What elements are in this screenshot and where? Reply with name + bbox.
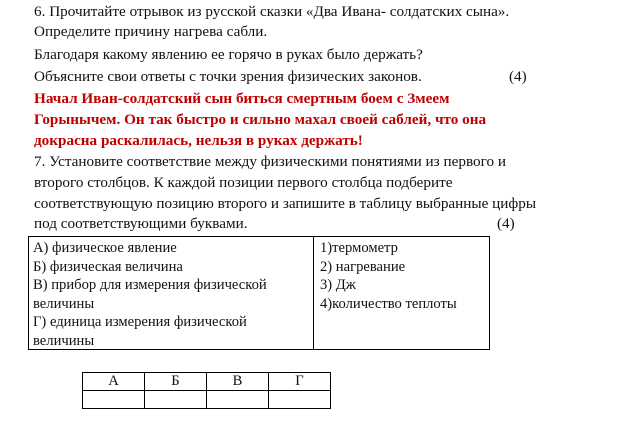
answer-header-cell: Б bbox=[145, 373, 207, 391]
matching-right-item: 2) нагревание bbox=[320, 258, 406, 275]
task6-excerpt-line-2: Горынычем. Он так быстро и сильно махал своей саблей, что она bbox=[34, 111, 487, 128]
matching-left-item: В) прибор для измерения физической величины bbox=[33, 277, 267, 312]
task6-question-line-4: Объясните свои ответы с точки зрения физических законов. bbox=[34, 68, 422, 85]
task6-excerpt-line-3: докрасна раскалилась, нельзя в руках держать! bbox=[34, 132, 363, 149]
answer-header-cell: А bbox=[83, 373, 145, 391]
answer-cell[interactable] bbox=[269, 391, 331, 409]
matching-left-item: Г) единица измерения физической величины bbox=[33, 314, 247, 349]
matching-right-item: 1)термометр bbox=[320, 240, 398, 256]
matching-right-item: 3) Дж bbox=[320, 277, 356, 293]
matching-right-column bbox=[314, 237, 489, 349]
matching-table bbox=[28, 236, 490, 350]
answer-header-cell: В bbox=[207, 373, 269, 391]
answer-table bbox=[82, 372, 331, 409]
task6-points: (4) bbox=[509, 68, 527, 85]
answer-cell[interactable] bbox=[145, 391, 207, 409]
matching-left-item: Б) физическая величина bbox=[33, 258, 183, 275]
answer-header-row bbox=[83, 373, 331, 391]
task6-excerpt-line-1: Начал Иван-солдатский сын биться смертным боем с Змеем bbox=[34, 90, 450, 107]
task6-question-line-1: 6. Прочитайте отрывок из русской сказки «Два Ивана- солдатских сына». bbox=[34, 3, 510, 20]
task6-question-line-2: Определите причину нагрева сабли. bbox=[34, 23, 268, 40]
task7-points: (4) bbox=[497, 215, 515, 232]
answer-header-cell: Г bbox=[269, 373, 331, 391]
task7-question-line-1: 7. Установите соответствие между физическими понятиями из первого и bbox=[34, 153, 506, 170]
task6-question-line-3: Благодаря какому явлению ее горячо в руках было держать? bbox=[34, 46, 423, 63]
answer-cell[interactable] bbox=[207, 391, 269, 409]
answer-input-row bbox=[83, 391, 331, 409]
matching-left-item: А) физическое явление bbox=[33, 240, 177, 256]
matching-right-item: 4)количество теплоты bbox=[320, 295, 457, 312]
matching-left-column bbox=[29, 237, 314, 349]
answer-cell[interactable] bbox=[83, 391, 145, 409]
task7-question-line-4: под соответствующими буквами. bbox=[34, 215, 248, 232]
task7-question-line-2: второго столбцов. К каждой позиции первого столбца подберите bbox=[34, 174, 453, 191]
task7-question-line-3: соответствующую позицию второго и запишите в таблицу выбранные цифры bbox=[34, 195, 537, 212]
